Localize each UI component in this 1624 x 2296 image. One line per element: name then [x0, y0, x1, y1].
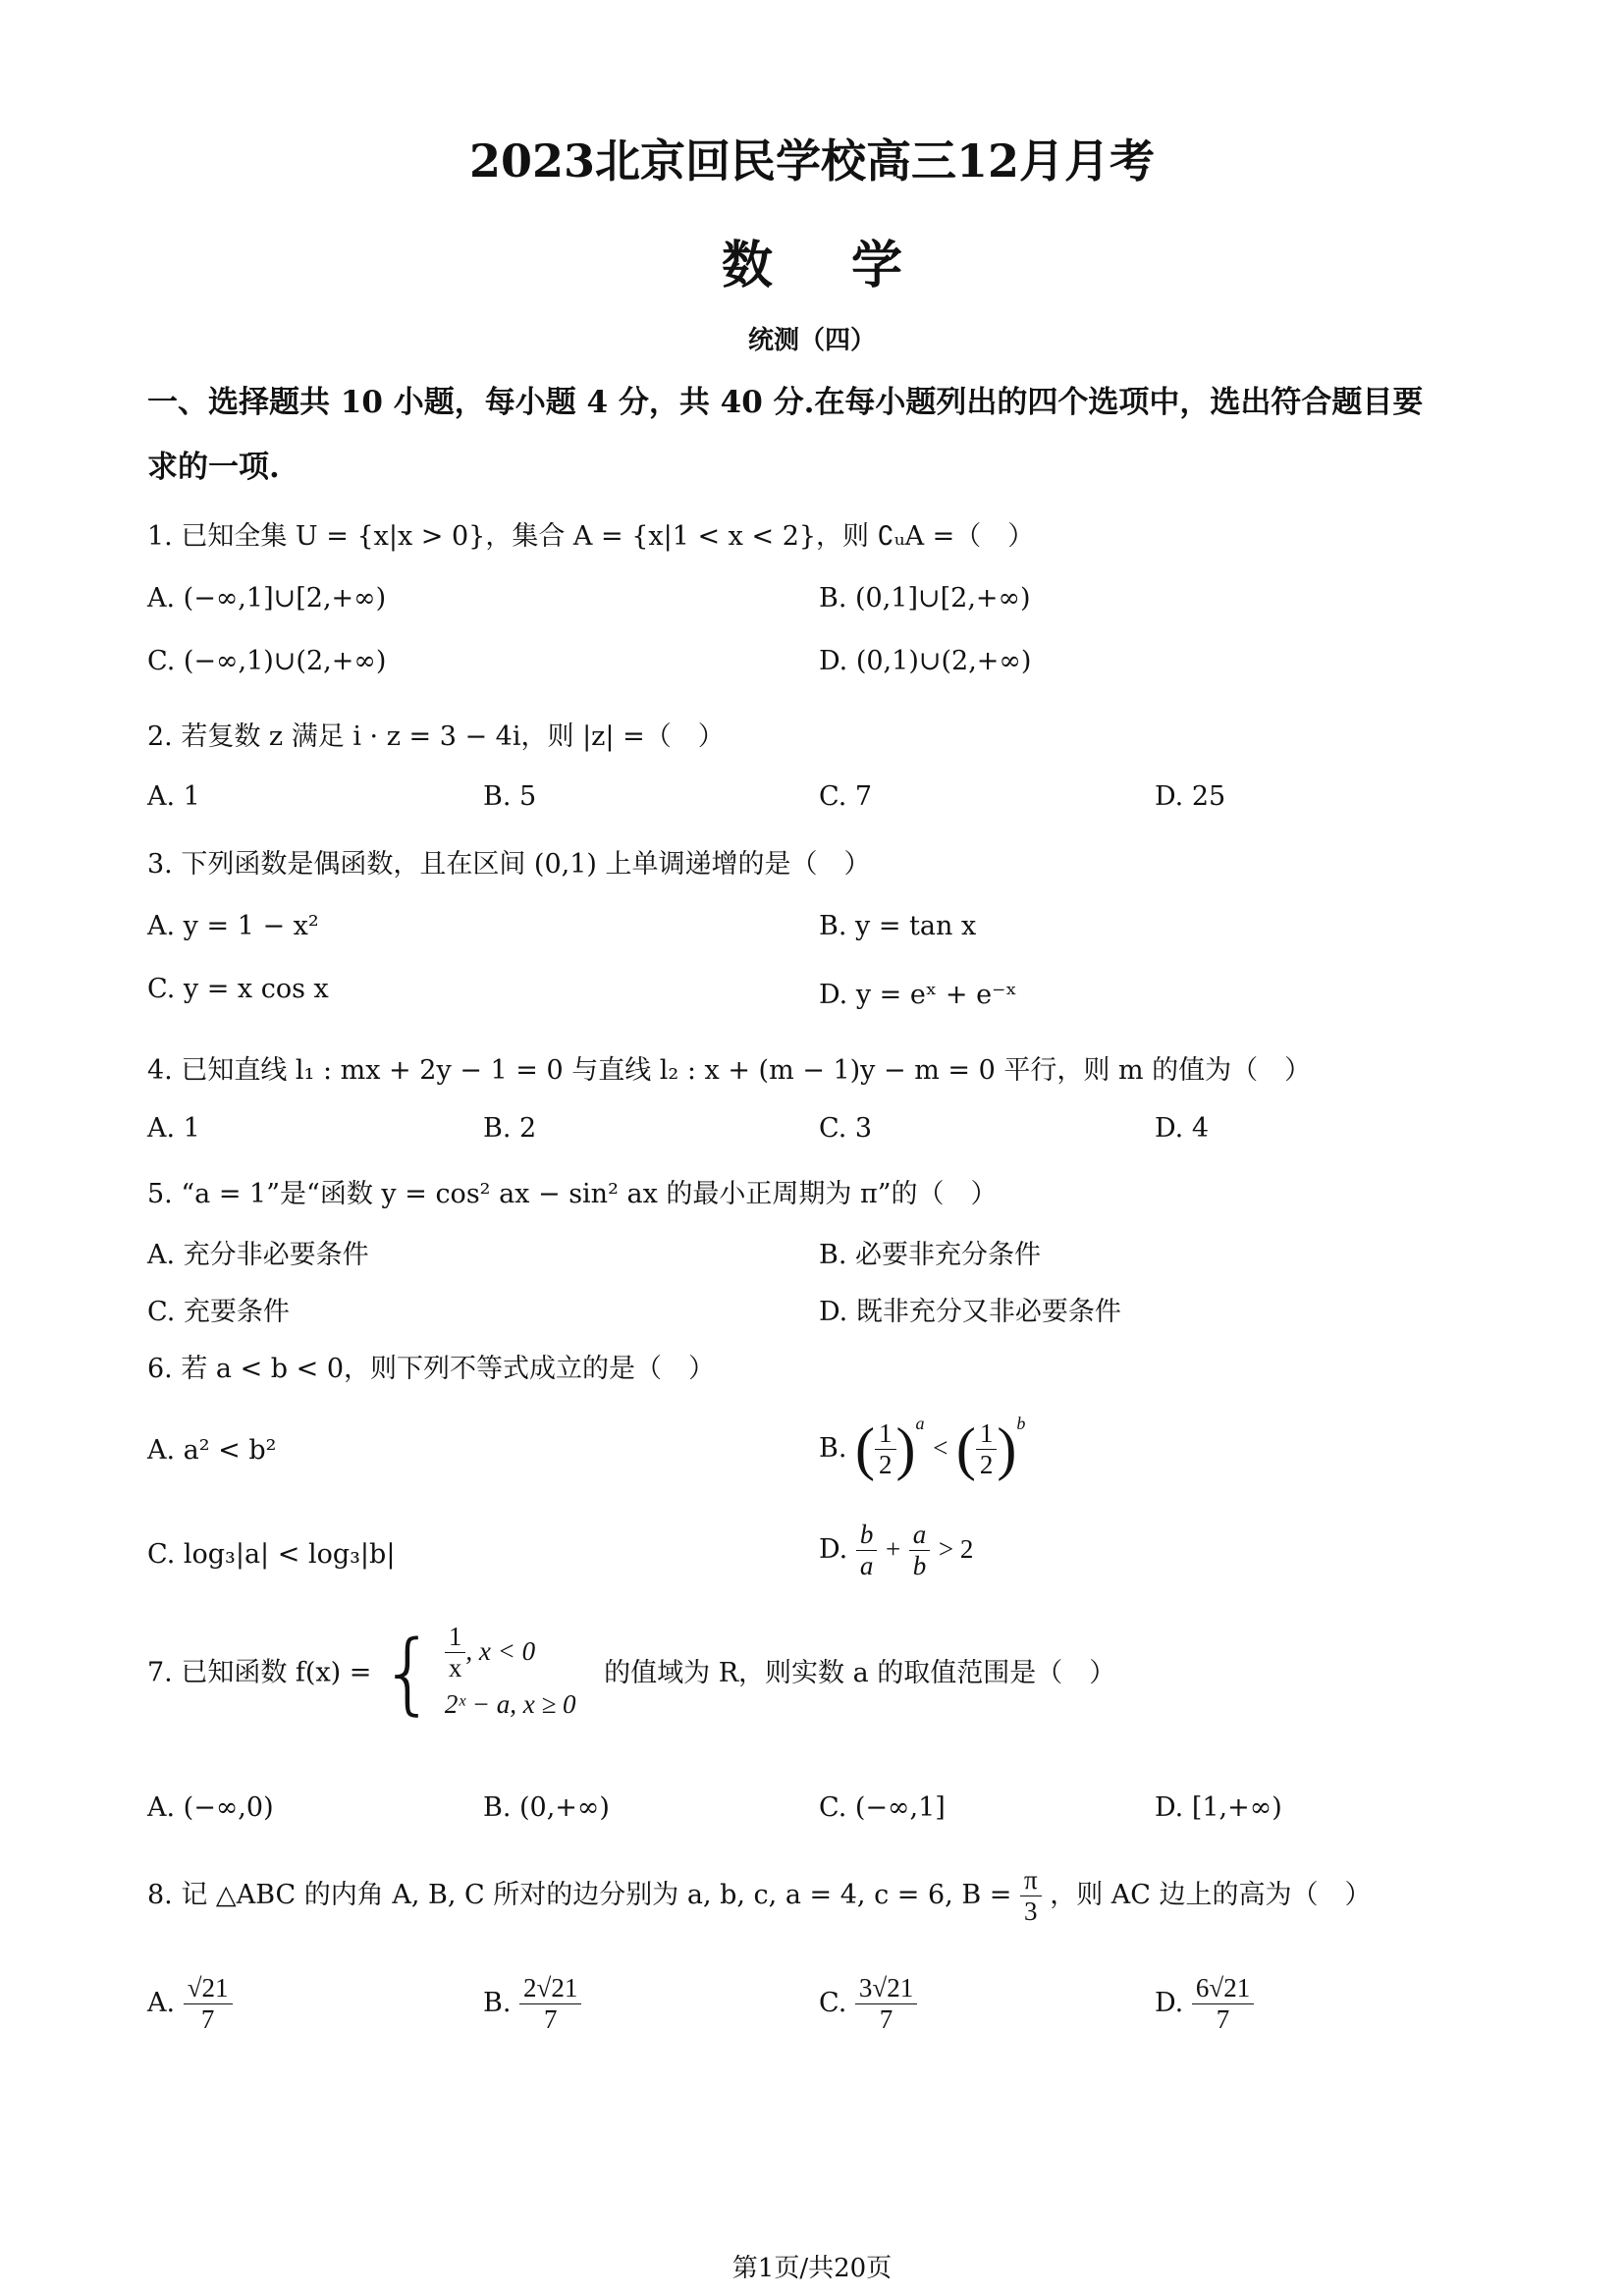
- question-3-option-d: D. y = eˣ + e⁻ˣ: [819, 980, 1017, 1010]
- question-8-option-b: B. $\frac{2√21}{7}$: [483, 1973, 581, 2035]
- section-heading-line1: 一、选择题共 10 小题，每小题 4 分，共 40 分.在每小题列出的四个选项中，选出符合题目要: [147, 385, 1424, 420]
- question-5-stem: 5. “a = 1”是“函数 y = cos² ax − sin² ax 的最小正周期为 π”的（ ）: [147, 1179, 998, 1209]
- question-6-option-d: D. $\frac{b}{a}$ + $\frac{a}{b}$ > 2: [819, 1520, 974, 1581]
- question-8-stem-prefix: 8. 记 △ABC 的内角 A, B, C 所对的边分别为 a, b, c, a = 4, c = 6, B =: [147, 1880, 1012, 1911]
- question-7-stem-prefix: 7. 已知函数 f(x) =: [147, 1657, 372, 1688]
- question-2-option-d: D. 25: [1155, 781, 1226, 812]
- one-half-fraction: $\frac{1}{2}$: [875, 1418, 896, 1480]
- question-5-option-b: B. 必要非充分条件: [819, 1240, 1042, 1270]
- question-8-option-a: A. $\frac{√21}{7}$: [147, 1973, 233, 2035]
- subject-title: 数学: [721, 236, 981, 295]
- question-6-option-b: B. ( $\frac{1}{2}$ )$^a$ < ( $\frac{1}{2}$ )$^b$: [819, 1414, 1026, 1481]
- question-2-option-b: B. 5: [483, 781, 537, 812]
- question-1-stem: 1. 已知全集 U = {x|x > 0}，集合 A = {x|1 < x < 2}，则 ∁ᵤA =（ ）: [147, 521, 1035, 552]
- a-over-b-fraction: $\frac{a}{b}$: [909, 1520, 931, 1581]
- question-6-option-a: A. a² < b²: [147, 1435, 277, 1466]
- question-3-option-a: A. y = 1 − x²: [147, 911, 319, 941]
- question-1-option-c: C. (−∞,1)∪(2,+∞): [147, 646, 387, 676]
- question-4-option-a: A. 1: [147, 1113, 200, 1144]
- question-1-option-a: A. (−∞,1]∪[2,+∞): [147, 583, 387, 614]
- question-7-option-c: C. (−∞,1]: [819, 1792, 946, 1823]
- question-4-option-b: B. 2: [483, 1113, 537, 1144]
- question-1-option-d: D. (0,1)∪(2,+∞): [819, 646, 1032, 676]
- question-2-stem: 2. 若复数 z 满足 i · z = 3 − 4i，则 |z| =（ ）: [147, 721, 725, 752]
- question-5-option-a: A. 充分非必要条件: [147, 1240, 369, 1270]
- piecewise-cases: $\frac{1}{x}$ , x < 0 2ˣ − a, x ≥ 0: [444, 1622, 576, 1720]
- question-8-option-d: D. $\frac{6√21}{7}$: [1155, 1973, 1254, 2035]
- question-4-option-d: D. 4: [1155, 1113, 1210, 1144]
- one-half-fraction: $\frac{1}{2}$: [976, 1418, 998, 1480]
- question-6-option-c: C. log₃|a| < log₃|b|: [147, 1539, 396, 1570]
- question-6-option-d-label: D.: [819, 1534, 848, 1566]
- question-6-stem: 6. 若 a < b < 0，则下列不等式成立的是（ ）: [147, 1354, 716, 1384]
- question-3-stem: 3. 下列函数是偶函数，且在区间 (0,1) 上单调递增的是（ ）: [147, 849, 871, 880]
- question-7-option-a: A. (−∞,0): [147, 1792, 274, 1823]
- question-3-option-b: B. y = tan x: [819, 911, 977, 941]
- question-8-stem: [147, 1865, 1372, 1927]
- question-4-option-c: C. 3: [819, 1113, 873, 1144]
- page-footer: 第1页/共20页: [731, 2254, 893, 2283]
- subtitle: 统测（四）: [747, 326, 876, 355]
- question-8-stem-suffix: ，则 AC 边上的高为（ ）: [1050, 1880, 1372, 1911]
- question-1-option-b: B. (0,1]∪[2,+∞): [819, 583, 1031, 614]
- question-4-stem: 4. 已知直线 l₁ : mx + 2y − 1 = 0 与直线 l₂ : x + (m − 1)y − m = 0 平行，则 m 的值为（ ）: [147, 1055, 1312, 1086]
- question-2-option-c: C. 7: [819, 781, 873, 812]
- question-6-option-b-label: B.: [819, 1433, 847, 1464]
- question-7-option-b: B. (0,+∞): [483, 1792, 610, 1823]
- question-5-option-d: D. 既非充分又非必要条件: [819, 1297, 1121, 1327]
- question-5-option-c: C. 充要条件: [147, 1297, 290, 1327]
- question-3-option-c: C. y = x cos x: [147, 974, 329, 1004]
- question-8-option-c: C. $\frac{3√21}{7}$: [819, 1973, 917, 2035]
- question-7-stem-suffix: 的值域为 R，则实数 a 的取值范围是（ ）: [604, 1657, 1116, 1688]
- b-over-a-fraction: $\frac{b}{a}$: [856, 1520, 878, 1581]
- pi-over-three-fraction: $\frac{\pi}{3}$: [1020, 1865, 1042, 1927]
- question-7-option-d: D. [1,+∞): [1155, 1792, 1282, 1823]
- question-7-stem: 7. 已知函数 f(x) = { $\frac{1}{x}$ , x < 0 2ˣ − a, x ≥ 0 的值域为 R，则实数 a 的取值范围是（ ）: [147, 1622, 1116, 1726]
- page-title: 2023北京回民学校高三12月月考: [468, 134, 1156, 187]
- section-heading-line2: 求的一项.: [147, 450, 280, 485]
- question-2-option-a: A. 1: [147, 781, 200, 812]
